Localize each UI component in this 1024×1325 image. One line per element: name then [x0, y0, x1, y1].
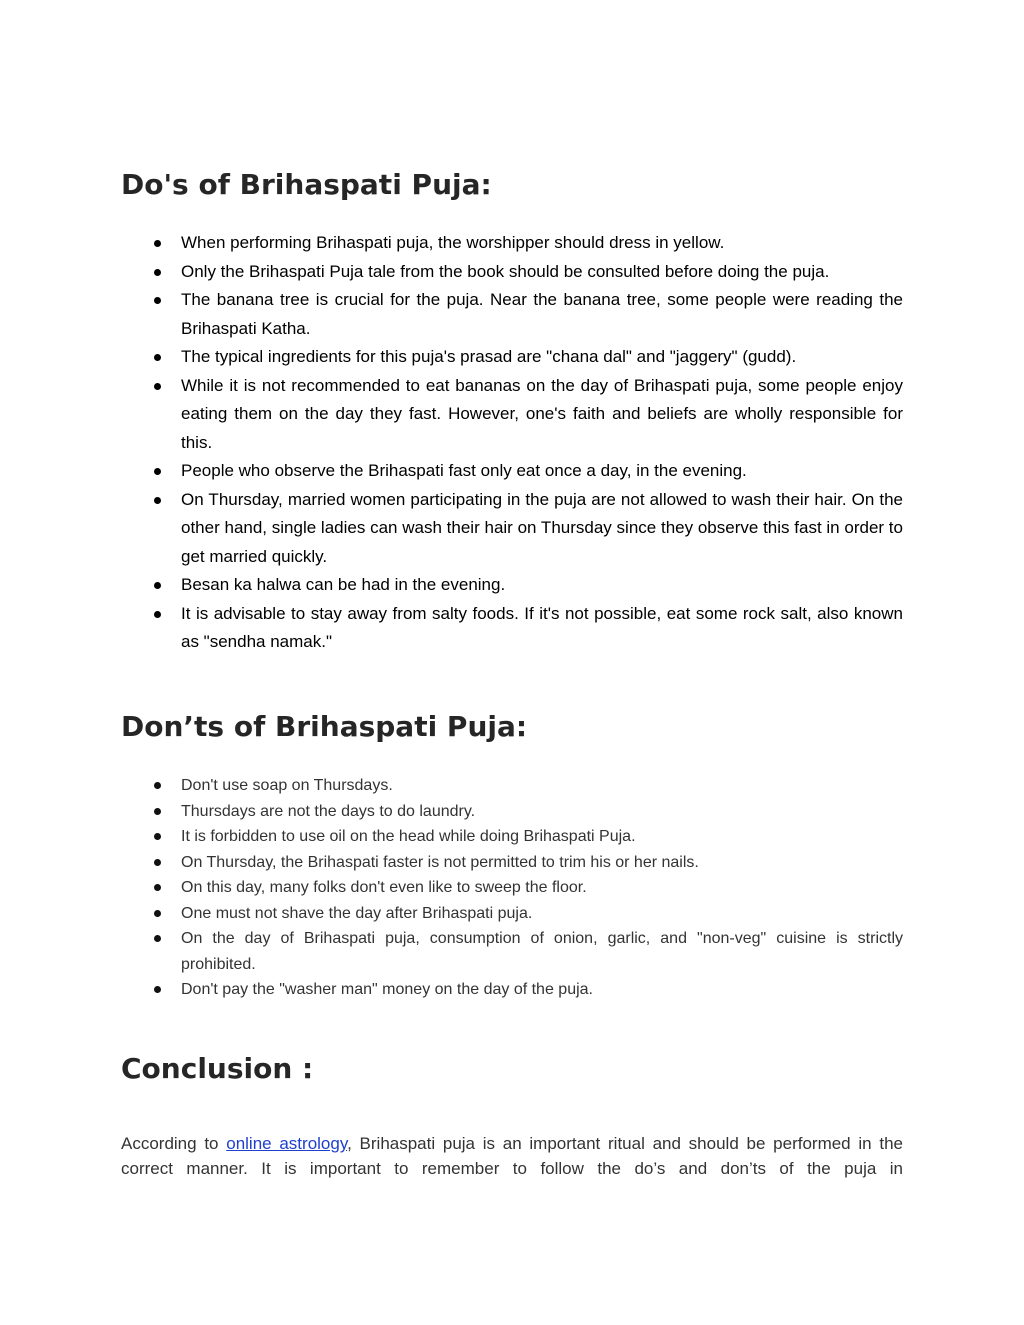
dos-list — [121, 229, 903, 657]
dos-heading: Do's of Brihaspati Puja: — [121, 168, 492, 201]
list-item-text: Thursdays are not the days to do laundry. — [181, 802, 476, 820]
bullet-icon — [154, 269, 161, 276]
list-item-text: The banana tree is crucial for the puja. Near the banana tree, some people were reading the Brihaspati Katha. — [181, 290, 903, 338]
bullet-icon — [154, 240, 161, 247]
list-item — [121, 926, 903, 977]
list-item-text: On this day, many folks don't even like to sweep the floor. — [181, 879, 587, 896]
bullet-icon — [154, 782, 161, 789]
list-item-text: Only the Brihaspati Puja tale from the book should be consulted before doing the puja. — [181, 261, 830, 281]
donts-heading: Don’ts of Brihaspati Puja: — [121, 710, 528, 743]
bullet-icon — [154, 611, 161, 618]
list-item — [121, 571, 903, 600]
list-item — [121, 286, 903, 343]
bullet-icon — [154, 884, 161, 891]
list-item-text: People who observe the Brihaspati fast only eat once a day, in the evening. — [181, 461, 747, 480]
list-item — [121, 901, 903, 927]
list-item-text: Don't pay the "washer man" money on the day of the puja. — [181, 981, 593, 998]
bullet-icon — [154, 497, 161, 504]
list-item-text: It is forbidden to use oil on the head while doing Brihaspati Puja. — [181, 828, 636, 845]
list-item — [121, 600, 903, 657]
conclusion-text-after-link: , Brihaspati puja is an important ritual and should be performed in the correct manner. It is important to remember to follow the do’s and don’ts of the puja in — [121, 1134, 903, 1178]
list-item — [121, 824, 903, 850]
list-item — [121, 486, 903, 572]
conclusion-paragraph — [121, 1132, 903, 1181]
bullet-icon — [154, 808, 161, 815]
list-item — [121, 773, 903, 799]
conclusion-text-before-link: According to — [121, 1134, 227, 1153]
list-item — [121, 977, 903, 1003]
list-item-text: On the day of Brihaspati puja, consumption of onion, garlic, and "non-veg" cuisine is strictly prohibited. — [181, 930, 903, 973]
list-item — [121, 799, 903, 825]
list-item-text: When performing Brihaspati puja, the worshipper should dress in yellow. — [181, 233, 725, 252]
bullet-icon — [154, 859, 161, 866]
list-item-text: The typical ingredients for this puja's prasad are "chana dal" and "jaggery" (gudd). — [181, 347, 797, 366]
bullet-icon — [154, 833, 161, 840]
online-astrology-link[interactable]: online astrology — [226, 1134, 348, 1153]
list-item — [121, 229, 903, 258]
bullet-icon — [154, 935, 161, 942]
bullet-icon — [154, 986, 161, 993]
list-item — [121, 850, 903, 876]
list-item — [121, 258, 903, 287]
bullet-icon — [154, 383, 161, 390]
conclusion-heading: Conclusion : — [121, 1052, 314, 1085]
bullet-icon — [154, 582, 161, 589]
list-item-text: While it is not recommended to eat bananas on the day of Brihaspati puja, some people enjoy eating them on the day they fast. However, one's faith and beliefs are wholly responsible for this. — [181, 375, 903, 452]
list-item — [121, 457, 903, 486]
list-item-text: On Thursday, the Brihaspati faster is not permitted to trim his or her nails. — [181, 853, 699, 871]
bullet-icon — [154, 297, 161, 304]
donts-list — [121, 773, 903, 1003]
bullet-icon — [154, 468, 161, 475]
bullet-icon — [154, 354, 161, 361]
list-item — [121, 372, 903, 458]
list-item — [121, 875, 903, 901]
bullet-icon — [154, 910, 161, 917]
list-item-text: On Thursday, married women participating in the puja are not allowed to wash their hair. On the other hand, single ladies can wash their hair on Thursday since they observe this fast in order to get married quickly. — [181, 489, 903, 566]
list-item — [121, 343, 903, 372]
list-item-text: Don't use soap on Thursdays. — [181, 777, 393, 794]
list-item-text: Besan ka halwa can be had in the evening. — [181, 575, 506, 594]
list-item-text: One must not shave the day after Brihaspati puja. — [181, 904, 533, 922]
list-item-text: It is advisable to stay away from salty foods. If it's not possible, eat some rock salt, also known as "sendha namak." — [181, 603, 903, 651]
